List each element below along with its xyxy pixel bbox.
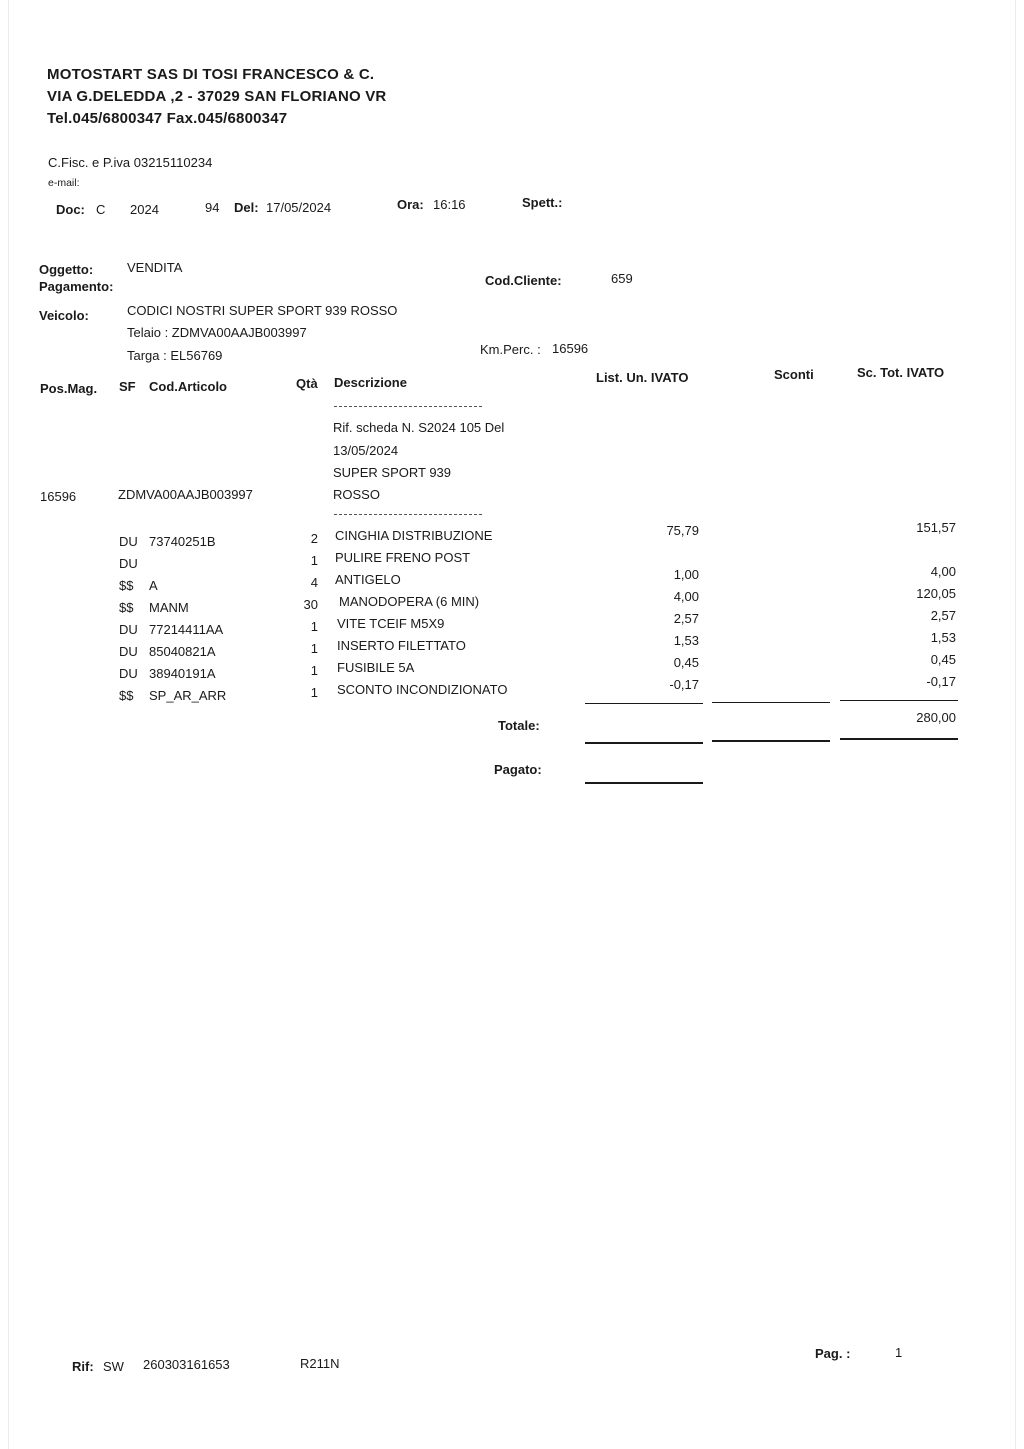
company-phone-fax: Tel.045/6800347 Fax.045/6800347 [47,110,288,127]
footer-rif-version: R211N [300,1356,340,1371]
doc-date: 17/05/2024 [266,200,332,215]
item-total: -0,17 [926,674,956,689]
doc-type: C [96,202,106,217]
km-label: Km.Perc. : [480,342,541,357]
scan-edge-right [1015,0,1016,1449]
item-desc: FUSIBILE 5A [337,660,415,675]
item-desc: VITE TCEIF M5X9 [337,616,445,631]
item-price: 1,00 [673,567,699,582]
company-address: VIA G.DELEDDA ,2 - 37029 SAN FLORIANO VR [47,88,387,105]
item-desc: ANTIGELO [335,572,401,587]
pagato-label: Pagato: [494,762,542,777]
pagato-rule [585,782,703,784]
oggetto-value: VENDITA [127,260,183,275]
col-pos-mag: Pos.Mag. [40,381,98,396]
reference-line3: SUPER SPORT 939 [333,465,452,480]
col-qta: Qtà [296,376,318,391]
reference-telaio-code: ZDMVA00AAJB003997 [118,487,253,502]
footer-rif-sw: SW [103,1359,124,1374]
totale-label: Totale: [498,718,540,733]
targa-value: Targa : EL56769 [127,348,223,363]
item-sf: DU [119,556,138,571]
doc-year: 2024 [130,202,159,217]
veicolo-value: CODICI NOSTRI SUPER SPORT 939 ROSSO [127,303,398,318]
cod-cliente-label: Cod.Cliente: [485,273,562,288]
item-desc: MANODOPERA (6 MIN) [339,594,480,609]
veicolo-label: Veicolo: [39,308,89,323]
item-qty: 1 [310,685,318,700]
col-cod-articolo: Cod.Articolo [149,379,227,394]
company-email-label: e-mail: [48,177,80,189]
item-price: 75,79 [666,523,699,538]
col-sconti: Sconti [774,367,814,382]
oggetto-label: Oggetto: [39,262,94,277]
item-code: 38940191A [149,666,216,681]
subtotal-rule-2 [712,702,830,703]
subtotal-rule-1 [585,703,703,704]
item-total: 151,57 [916,520,956,535]
total-rule-3 [840,738,958,740]
item-qty: 1 [310,553,318,568]
col-descrizione: Descrizione [334,375,407,390]
pagamento-label: Pagamento: [39,279,114,294]
cod-cliente-value: 659 [611,271,633,286]
reference-line4: ROSSO [333,487,380,502]
footer-page-label: Pag. : [815,1346,851,1361]
total-rule-1 [585,742,703,744]
item-code: 73740251B [149,534,216,549]
reference-pos-mag: 16596 [40,489,77,504]
doc-time-label: Ora: [397,197,424,212]
item-sf: DU [119,534,138,549]
doc-label: Doc: [56,202,85,217]
item-sf: $$ [119,578,134,593]
km-value: 16596 [552,341,589,356]
reference-divider-bottom [334,514,482,515]
item-total: 2,57 [930,608,956,623]
reference-divider-top [334,406,482,407]
item-total: 1,53 [930,630,956,645]
item-sf: DU [119,666,138,681]
footer-page-number: 1 [895,1345,903,1360]
item-qty: 4 [310,575,318,590]
item-desc: SCONTO INCONDIZIONATO [337,682,508,697]
item-price: -0,17 [669,677,699,692]
scan-edge-left [8,0,9,1449]
item-code: 85040821A [149,644,216,659]
item-sf: $$ [119,600,134,615]
item-qty: 1 [310,641,318,656]
item-sf: $$ [119,688,134,703]
doc-spett-label: Spett.: [522,195,563,210]
item-code: 77214411AA [149,622,224,637]
item-sf: DU [119,644,138,659]
subtotal-rule-3 [840,700,958,701]
item-total: 120,05 [916,586,956,601]
company-tax-id: C.Fisc. e P.iva 03215110234 [48,155,213,170]
item-desc: CINGHIA DISTRIBUZIONE [335,528,493,543]
item-code: MANM [149,600,189,615]
footer-rif-code: 260303161653 [143,1357,230,1372]
item-desc: INSERTO FILETTATO [337,638,466,653]
item-price: 2,57 [673,611,699,626]
footer-rif-label: Rif: [72,1359,94,1374]
item-price: 4,00 [673,589,699,604]
company-name: MOTOSTART SAS DI TOSI FRANCESCO & C. [47,66,375,83]
item-total: 4,00 [930,564,956,579]
item-code: A [149,578,158,593]
item-price: 1,53 [673,633,699,648]
doc-time: 16:16 [433,197,466,212]
doc-date-label: Del: [234,200,259,215]
item-code: SP_AR_ARR [149,688,227,703]
col-sc-tot: Sc. Tot. IVATO [857,365,945,380]
reference-line2: 13/05/2024 [333,443,399,458]
item-qty: 1 [310,663,318,678]
item-sf: DU [119,622,138,637]
col-list-un: List. Un. IVATO [596,370,689,385]
total-rule-2 [712,740,830,742]
col-sf: SF [119,379,136,394]
item-qty: 2 [310,531,318,546]
reference-line1: Rif. scheda N. S2024 105 Del [333,420,505,435]
telaio-value: Telaio : ZDMVA00AAJB003997 [127,325,307,340]
item-total: 0,45 [930,652,956,667]
totale-value: 280,00 [916,710,956,725]
doc-number: 94 [205,200,220,215]
item-price: 0,45 [673,655,699,670]
item-qty: 1 [310,619,318,634]
item-desc: PULIRE FRENO POST [335,550,471,565]
item-qty: 30 [303,597,318,612]
